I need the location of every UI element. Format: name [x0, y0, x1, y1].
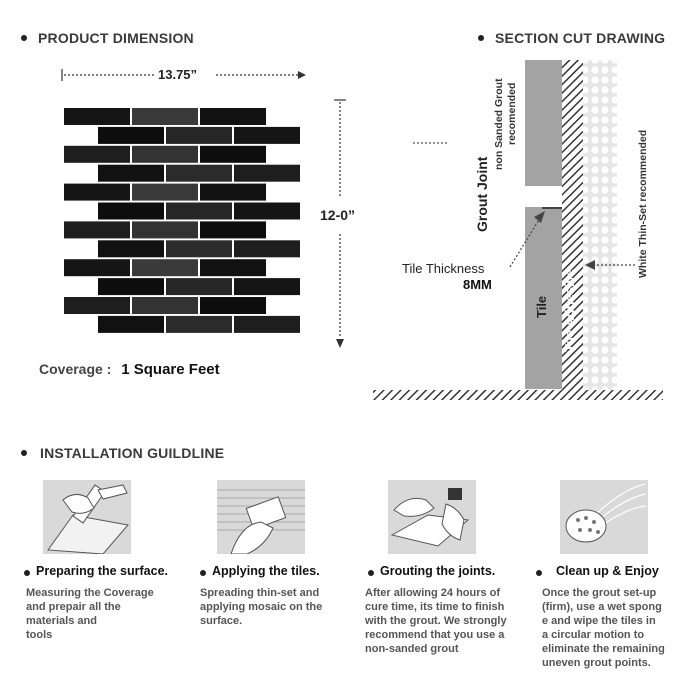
mosaic-tile — [64, 146, 130, 163]
grout-joint-label: Grout Joint — [474, 156, 490, 232]
bullet — [478, 35, 484, 41]
step-desc-line: Spreading thin-set and — [200, 587, 320, 599]
step-title: Preparing the surface. — [36, 564, 168, 578]
section-cut-heading: SECTION CUT DRAWING — [495, 30, 666, 46]
mosaic-tile — [200, 184, 266, 201]
mosaic-tile — [234, 127, 300, 144]
mosaic-tile-sheet — [64, 108, 308, 338]
mosaic-tile — [234, 165, 300, 182]
coverage — [39, 361, 220, 378]
mosaic-tile — [98, 165, 164, 182]
step-desc-line: materials and — [26, 615, 97, 627]
mosaic-tile — [166, 165, 232, 182]
step-desc-line: (firm), use a wet spong — [542, 601, 662, 613]
step-desc-line: eliminate the remaining — [542, 643, 665, 655]
mosaic-tile — [200, 108, 266, 125]
step-desc — [365, 586, 507, 656]
mosaic-tile — [234, 316, 300, 333]
bullet — [200, 570, 206, 576]
mosaic-tile — [64, 259, 130, 276]
step-desc-line: recommend that you use a — [365, 629, 505, 641]
step-desc-line: tools — [26, 629, 53, 641]
mosaic-tile — [166, 127, 232, 144]
installation-heading: INSTALLATION GUILDLINE — [40, 445, 225, 461]
step-desc-line: After allowing 24 hours of — [365, 587, 501, 599]
step-desc — [200, 586, 322, 628]
step-title: Grouting the joints. — [380, 564, 496, 578]
trowel-icon — [217, 480, 305, 554]
sponge-icon — [560, 480, 648, 554]
product-dimension-heading: PRODUCT DIMENSION — [38, 30, 194, 46]
tile-thickness-label: Tile Thickness — [402, 261, 485, 276]
step-desc-line: non-sanded grout — [365, 643, 459, 655]
section-cut-drawing — [370, 55, 670, 405]
white-thinset-label: White Thin-Set recommended — [637, 129, 649, 278]
mosaic-tile — [132, 259, 198, 276]
mosaic-tile — [98, 240, 164, 257]
step-desc-line: Measuring the Coverage — [26, 587, 154, 599]
step-desc-line: and prepair all the — [26, 601, 121, 613]
mosaic-tile — [200, 221, 266, 238]
grout-note-line2: recomended — [506, 82, 518, 145]
mosaic-tile — [64, 108, 130, 125]
mosaic-tile — [166, 316, 232, 333]
mosaic-tile — [64, 221, 130, 238]
mosaic-tile — [98, 316, 164, 333]
step-desc-line: applying mosaic on the — [200, 601, 323, 613]
grout-note-line1: non Sanded Grout — [493, 78, 505, 170]
bullet — [536, 570, 542, 576]
tile-thickness-value: 8MM — [463, 277, 492, 292]
mosaic-tile — [132, 184, 198, 201]
mosaic-tile — [234, 203, 300, 220]
step-desc-line: uneven grout points. — [542, 657, 651, 669]
mosaic-tile — [98, 203, 164, 220]
tile-adhesive-label: Tile Adhesive — [562, 268, 577, 352]
mosaic-tile — [166, 203, 232, 220]
step-desc-line: surface. — [200, 615, 243, 627]
bullet — [24, 570, 30, 576]
step-desc — [542, 586, 665, 670]
mosaic-tile — [132, 297, 198, 314]
step-desc-line: with the grout. We strongly — [365, 615, 507, 627]
height-dimension-arrow — [330, 98, 350, 354]
step-title: Applying the tiles. — [212, 564, 320, 578]
mosaic-tile — [64, 297, 130, 314]
step-desc-line: Once the grout set-up — [542, 587, 657, 599]
mosaic-tile — [98, 278, 164, 295]
mosaic-tile — [200, 297, 266, 314]
step-desc-line: e and wipe the tiles in — [542, 615, 656, 627]
coverage-value: 1 Square Feet — [121, 361, 220, 378]
hand-measuring-icon — [43, 480, 131, 554]
mosaic-tile — [234, 278, 300, 295]
height-label: 12-0” — [320, 207, 356, 223]
mosaic-tile — [166, 278, 232, 295]
mosaic-tile — [166, 240, 232, 257]
mosaic-tile — [98, 127, 164, 144]
mosaic-tile — [132, 221, 198, 238]
coverage-label: Coverage : — [39, 361, 112, 377]
bullet — [21, 450, 27, 456]
mosaic-tile — [64, 184, 130, 201]
tile-label: Tile — [534, 295, 549, 318]
width-label: 13.75” — [158, 67, 198, 82]
mosaic-tile — [234, 240, 300, 257]
step-desc-line: a circular motion to — [542, 629, 645, 641]
step-title: Clean up & Enjoy — [556, 564, 659, 578]
bullet — [368, 570, 374, 576]
mosaic-tile — [132, 108, 198, 125]
step-desc — [26, 586, 154, 642]
bullet — [21, 35, 27, 41]
mosaic-tile — [132, 146, 198, 163]
mosaic-tile — [200, 146, 266, 163]
grout-float-icon — [388, 480, 476, 554]
step-desc-line: cure time, its time to finish — [365, 601, 505, 613]
mosaic-tile — [200, 259, 266, 276]
